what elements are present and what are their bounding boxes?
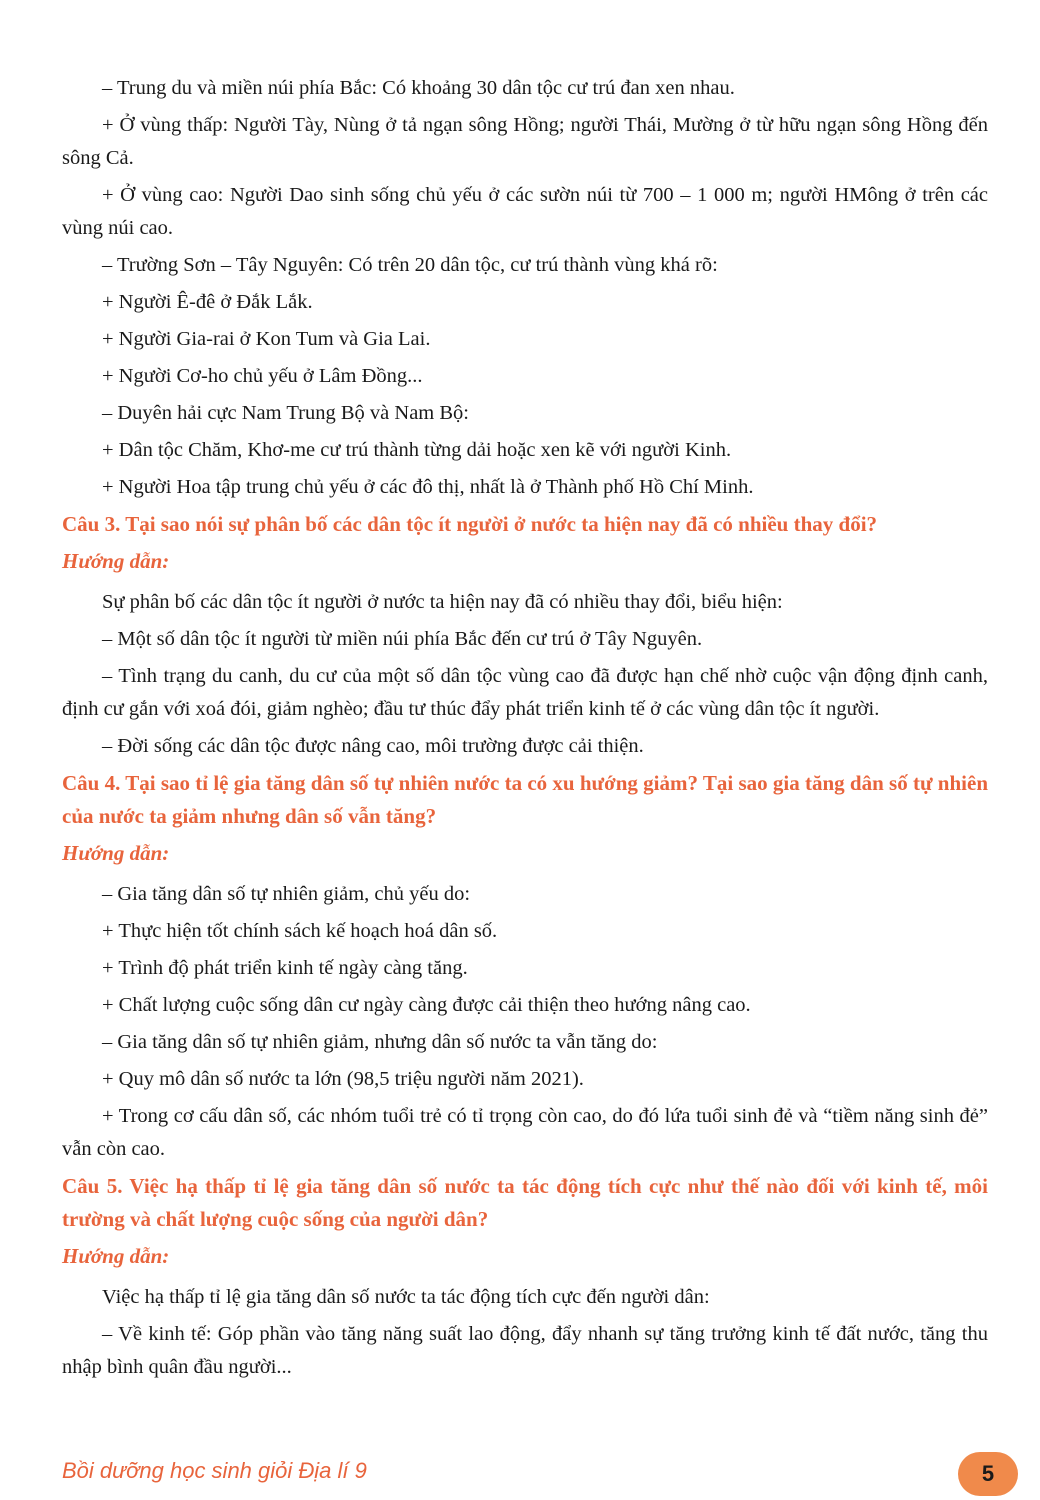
paragraph: + Trình độ phát triển kinh tế ngày càng tăng. xyxy=(102,957,468,979)
question-heading: Câu 5. Việc hạ thấp tỉ lệ gia tăng dân số nước ta tác động tích cực như thế nào đối với kinh tế, môi trường và chất lượng cuộc sống của người dân? xyxy=(62,1174,988,1231)
guide-label: Hướng dẫn: xyxy=(62,841,170,865)
page-content xyxy=(62,72,988,1388)
page-footer xyxy=(62,1452,1018,1496)
paragraph: + Người Gia-rai ở Kon Tum và Gia Lai. xyxy=(102,328,431,350)
paragraph: – Đời sống các dân tộc được nâng cao, môi trường được cải thiện. xyxy=(102,735,644,757)
paragraph: – Trường Sơn – Tây Nguyên: Có trên 20 dân tộc, cư trú thành vùng khá rõ: xyxy=(102,254,718,276)
guide-label: Hướng dẫn: xyxy=(62,1244,170,1268)
paragraph: – Trung du và miền núi phía Bắc: Có khoảng 30 dân tộc cư trú đan xen nhau. xyxy=(102,77,735,99)
paragraph: + Người Hoa tập trung chủ yếu ở các đô thị, nhất là ở Thành phố Hồ Chí Minh. xyxy=(102,476,754,498)
paragraph: + Người Ê-đê ở Đắk Lắk. xyxy=(102,291,313,313)
paragraph: + Ở vùng cao: Người Dao sinh sống chủ yếu ở các sườn núi từ 700 – 1 000 m; người HMông ở trên các vùng núi cao. xyxy=(62,184,988,239)
book-title: Bồi dưỡng học sinh giỏi Địa lí 9 xyxy=(62,1458,367,1483)
paragraph: – Tình trạng du canh, du cư của một số dân tộc vùng cao đã được hạn chế nhờ cuộc vận động định canh, định cư gắn với xoá đói, giảm nghèo; đầu tư thúc đẩy phát triển kinh tế ở các vùng dân tộc ít người. xyxy=(62,665,988,720)
paragraph: – Duyên hải cực Nam Trung Bộ và Nam Bộ: xyxy=(102,402,469,424)
paragraph: + Dân tộc Chăm, Khơ-me cư trú thành từng dải hoặc xen kẽ với người Kinh. xyxy=(102,439,732,461)
paragraph: – Về kinh tế: Góp phần vào tăng năng suất lao động, đẩy nhanh sự tăng trưởng kinh tế đất nước, tăng thu nhập bình quân đầu người... xyxy=(62,1323,988,1378)
paragraph: + Người Cơ-ho chủ yếu ở Lâm Đồng... xyxy=(102,365,423,387)
paragraph: + Ở vùng thấp: Người Tày, Nùng ở tả ngạn sông Hồng; người Thái, Mường ở từ hữu ngạn sông Hồng đến sông Cả. xyxy=(62,114,988,169)
top-section xyxy=(62,72,988,504)
paragraph: + Trong cơ cấu dân số, các nhóm tuổi trẻ có tỉ trọng còn cao, do đó lứa tuổi sinh đẻ và “tiềm năng sinh đẻ” vẫn còn cao. xyxy=(62,1105,988,1160)
question-5 xyxy=(62,1170,988,1384)
paragraph: + Thực hiện tốt chính sách kế hoạch hoá dân số. xyxy=(102,920,498,942)
question-4 xyxy=(62,767,988,1166)
paragraph: + Chất lượng cuộc sống dân cư ngày càng được cải thiện theo hướng nâng cao. xyxy=(102,994,751,1016)
paragraph: – Gia tăng dân số tự nhiên giảm, nhưng dân số nước ta vẫn tăng do: xyxy=(102,1031,658,1053)
paragraph: Sự phân bố các dân tộc ít người ở nước ta hiện nay đã có nhiều thay đổi, biểu hiện: xyxy=(102,591,783,613)
paragraph: – Gia tăng dân số tự nhiên giảm, chủ yếu do: xyxy=(102,883,471,905)
paragraph: – Một số dân tộc ít người từ miền núi phía Bắc đến cư trú ở Tây Nguyên. xyxy=(102,628,703,650)
guide-label: Hướng dẫn: xyxy=(62,549,170,573)
question-heading: Câu 3. Tại sao nói sự phân bố các dân tộc ít người ở nước ta hiện nay đã có nhiều thay đổi? xyxy=(62,512,878,536)
paragraph: Việc hạ thấp tỉ lệ gia tăng dân số nước ta tác động tích cực đến người dân: xyxy=(102,1286,710,1308)
question-heading: Câu 4. Tại sao tỉ lệ gia tăng dân số tự nhiên nước ta có xu hướng giảm? Tại sao gia tăng dân số tự nhiên của nước ta giảm nhưng dân số vẫn tăng? xyxy=(62,771,988,828)
page-number-badge: 5 xyxy=(958,1452,1018,1496)
paragraph: + Quy mô dân số nước ta lớn (98,5 triệu người năm 2021). xyxy=(102,1068,584,1090)
question-3 xyxy=(62,508,988,763)
